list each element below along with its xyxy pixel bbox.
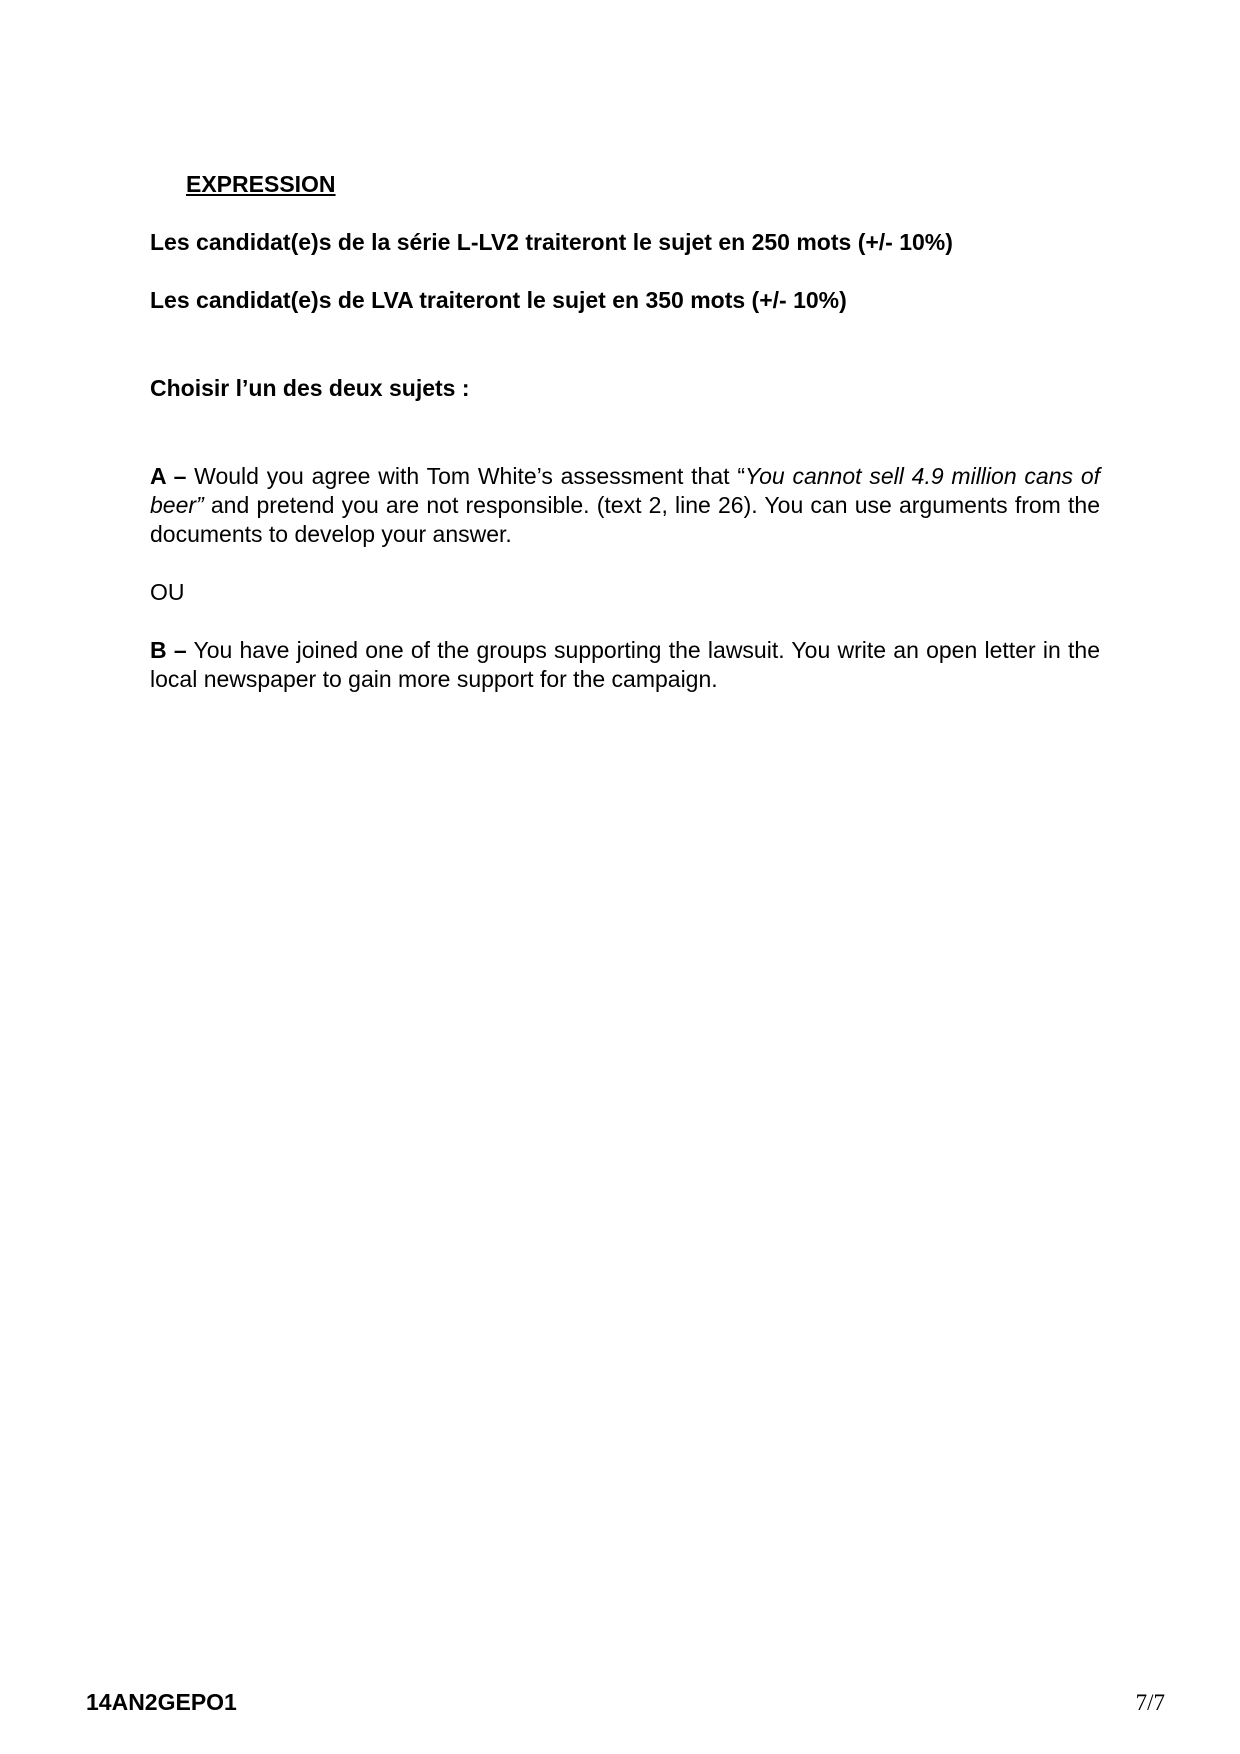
option-a-text-before: Would you agree with Tom White’s assessment that “ [186,463,745,489]
option-a-quote: You cannot sell 4.9 million cans of beer” [150,463,1100,518]
section-title: EXPRESSION [186,171,336,197]
option-b-letter: B – [150,637,187,663]
instruction-lva: Les candidat(e)s de LVA traiteront le sujet en 350 mots (+/- 10%) [150,287,847,313]
option-b [150,636,1100,694]
option-a [150,462,1100,549]
page-content [150,170,1100,694]
choose-subject: Choisir l’un des deux sujets : [150,375,470,401]
option-a-letter: A – [150,463,187,489]
option-a-text-after: and pretend you are not responsible. (text 2, line 26). You can use arguments from the documents to develop your answer. [150,492,1100,547]
instruction-lv2: Les candidat(e)s de la série L-LV2 traiteront le sujet en 250 mots (+/- 10%) [150,229,953,255]
option-b-text: You have joined one of the groups supporting the lawsuit. You write an open letter in the local newspaper to gain more support for the campaign. [150,637,1100,692]
footer-code: 14AN2GEPO1 [86,1689,237,1715]
or-separator: OU [150,579,185,605]
footer-page-number: 7/7 [1135,1690,1165,1715]
